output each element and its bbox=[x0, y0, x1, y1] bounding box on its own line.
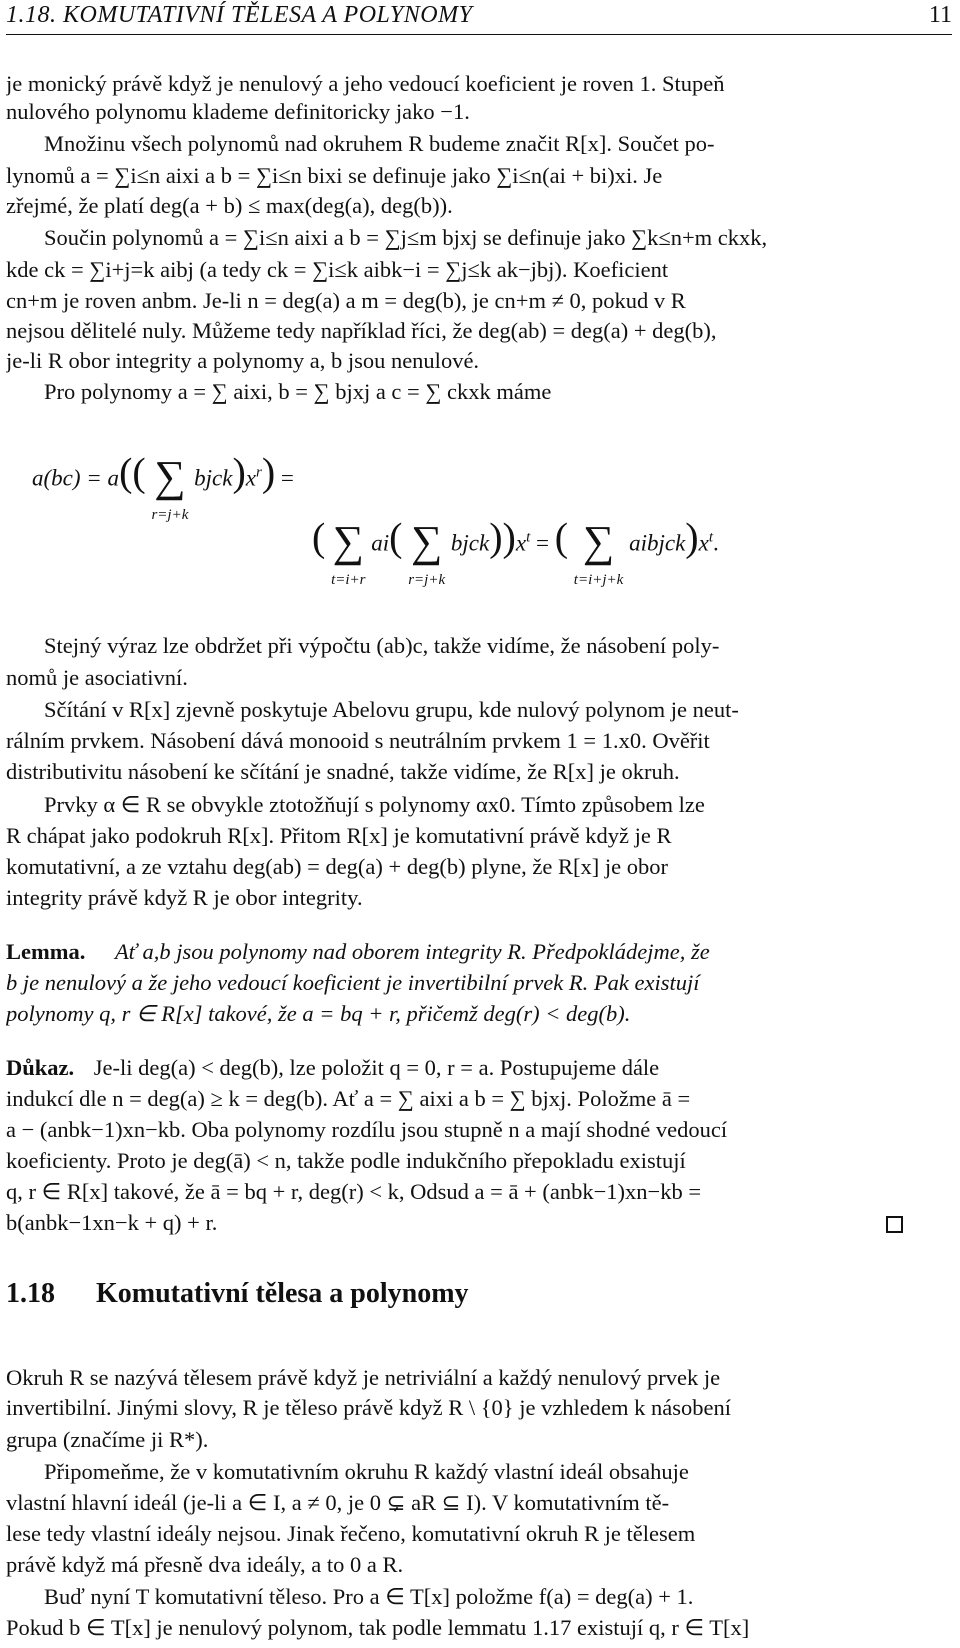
summation-index: r=j+k bbox=[151, 507, 189, 523]
lemma-text: Ať a,b jsou polynomy nad oborem integrity R. Předpokládejme, že bbox=[114, 939, 710, 964]
paren-open: ( bbox=[312, 514, 326, 560]
proof-line: indukcí dle n = deg(a) ≥ k = deg(b). Ať a = ∑ aixi a b = ∑ bjxj. Položme ā = bbox=[6, 1086, 691, 1111]
text-line: zřejmé, že platí deg(a + b) ≤ max(deg(a), deg(b)). bbox=[6, 193, 453, 218]
paren-open: (( bbox=[119, 449, 146, 495]
summation-block bbox=[151, 452, 189, 525]
section-heading bbox=[6, 1278, 469, 1310]
text-line: je-li R obor integrity a polynomy a, b jsou nenulové. bbox=[6, 348, 480, 373]
text-line: nejsou dělitelé nuly. Můžeme tedy například říci, že deg(ab) = deg(a) + deg(b), bbox=[6, 318, 717, 343]
text-line: Součin polynomů a = ∑i≤n aixi a b = ∑j≤m bjxj se definuje jako ∑k≤n+m ckxk, bbox=[44, 225, 768, 250]
running-title: 1.18. KOMUTATIVNÍ TĚLESA A POLYNOMY bbox=[6, 2, 473, 28]
lemma-label: Lemma. bbox=[6, 939, 86, 964]
proof-line bbox=[6, 1054, 952, 1082]
lemma-line: b je nenulový a že jeho vedoucí koeficient je invertibilní prvek R. Pak existují bbox=[6, 970, 700, 995]
proof-text: Je-li deg(a) < deg(b), lze položit q = 0, r = a. Postupujeme dále bbox=[93, 1055, 660, 1080]
summation-block bbox=[573, 517, 624, 590]
text-line: Buď nyní T komutativní těleso. Pro a ∈ T[x] položme f(a) = deg(a) + 1. bbox=[44, 1584, 694, 1609]
eq-exponent: t bbox=[708, 529, 713, 546]
eq-var: x bbox=[515, 530, 527, 556]
lemma-line: polynomy q, r ∈ R[x] takové, že a = bq + r, přičemž deg(r) < deg(b). bbox=[6, 1001, 631, 1026]
paren-close: ) bbox=[685, 514, 699, 560]
eq-exponent: r bbox=[255, 464, 262, 481]
text-line: Prvky α ∈ R se obvykle ztotožňují s polynomy αx0. Tímto způsobem lze bbox=[44, 792, 705, 817]
eq-period: . bbox=[713, 530, 719, 556]
text-line: invertibilní. Jinými slovy, R je těleso právě když R \ {0} je vzhledem k násobení bbox=[6, 1395, 732, 1420]
paren-open-inner: ( bbox=[389, 514, 403, 560]
proof-line: b(anbk−1xn−k + q) + r. bbox=[6, 1210, 218, 1235]
text-line: integrity právě když R je obor integrity. bbox=[6, 885, 363, 910]
eq-equals: = bbox=[280, 465, 294, 491]
paren-close: )) bbox=[489, 514, 516, 560]
summation-index: r=j+k bbox=[408, 572, 446, 588]
summation-block bbox=[408, 517, 446, 590]
eq-exponent: t bbox=[526, 529, 531, 546]
summation-symbol: ∑ bbox=[332, 517, 364, 566]
section-title: Komutativní tělesa a polynomy bbox=[96, 1278, 469, 1309]
summation-symbol: ∑ bbox=[582, 517, 615, 566]
proof-label: Důkaz. bbox=[6, 1055, 75, 1080]
summation-index: t=i+j+k bbox=[573, 572, 624, 588]
text-line: distributivitu násobení ke sčítání je snadné, takže vidíme, že R[x] je okruh. bbox=[6, 759, 680, 784]
eq-coefficient: ai bbox=[371, 530, 390, 556]
display-equation-line-1 bbox=[32, 445, 294, 523]
eq-equals: = bbox=[535, 530, 549, 556]
paren-close: ) bbox=[232, 449, 246, 495]
paren-open: ( bbox=[554, 514, 569, 560]
text-line: kde ck = ∑i+j=k aibj (a tedy ck = ∑i≤k aibk−i = ∑j≤k ak−jbj). Koeficient bbox=[6, 257, 669, 282]
text-line: lynomů a = ∑i≤n aixi a b = ∑i≤n bixi se definuje jako ∑i≤n(ai + bi)xi. Je bbox=[6, 163, 663, 188]
text-line: Pokud b ∈ T[x] je nenulový polynom, tak podle lemmatu 1.17 existují q, r ∈ T[x] bbox=[6, 1615, 750, 1640]
qed-square-icon bbox=[886, 1216, 903, 1233]
text-line: komutativní, a ze vztahu deg(ab) = deg(a) + deg(b) plyne, že R[x] je obor bbox=[6, 854, 669, 879]
text-line: právě když má přesně dva ideály, a to 0 a R. bbox=[6, 1552, 404, 1577]
section-number: 1.18 bbox=[6, 1278, 55, 1309]
text-line: lese tedy vlastní ideály nejsou. Jinak řečeno, komutativní okruh R je tělesem bbox=[6, 1521, 696, 1546]
text-line: rálním prvkem. Násobení dává monooid s neutrálním prvkem 1 = 1.x0. Ověřit bbox=[6, 728, 710, 753]
text-line: je monický právě když je nenulový a jeho vedoucí koeficient je roven 1. Stupeň bbox=[6, 71, 725, 96]
eq-term: aibjck bbox=[629, 530, 686, 556]
text-line: Okruh R se nazývá tělesem právě když je netriviální a každý nenulový prvek je bbox=[6, 1365, 721, 1390]
eq-var: x bbox=[245, 465, 256, 491]
text-line: vlastní hlavní ideál (je-li a ∈ I, a ≠ 0, je 0 ⊊ aR ⊆ I). V komutativním tě- bbox=[6, 1490, 670, 1515]
summation-index: t=i+r bbox=[331, 572, 366, 588]
running-header bbox=[6, 0, 952, 35]
text-line: grupa (značíme ji R*). bbox=[6, 1427, 209, 1452]
summation-block bbox=[331, 517, 366, 590]
text-line: Pro polynomy a = ∑ aixi, b = ∑ bjxj a c = ∑ ckxk máme bbox=[44, 379, 552, 404]
text-line: Stejný výraz lze obdržet při výpočtu (ab)c, takže vidíme, že násobení poly- bbox=[44, 633, 720, 658]
page-number: 11 bbox=[928, 2, 952, 28]
paren-close-outer: ) bbox=[261, 449, 276, 495]
summation-symbol: ∑ bbox=[410, 517, 443, 566]
text-line: cn+m je roven anbm. Je-li n = deg(a) a m = deg(b), je cn+m ≠ 0, pokud v R bbox=[6, 288, 686, 313]
text-line: Množinu všech polynomů nad okruhem R budeme značit R[x]. Součet po- bbox=[44, 131, 715, 156]
lemma-line bbox=[6, 938, 952, 966]
display-equation-line-2 bbox=[312, 510, 719, 588]
summation-symbol: ∑ bbox=[154, 452, 186, 501]
eq-term: bjck bbox=[450, 530, 490, 556]
eq-lhs: a(bc) = a bbox=[32, 465, 120, 491]
text-line: nulového polynomu klademe definitoricky jako −1. bbox=[6, 99, 470, 124]
eq-var: x bbox=[698, 530, 709, 556]
proof-line: a − (anbk−1)xn−kb. Oba polynomy rozdílu jsou stupně n a mají shodné vedoucí bbox=[6, 1117, 728, 1142]
text-line: Sčítání v R[x] zjevně poskytuje Abelovu grupu, kde nulový polynom je neut- bbox=[44, 697, 739, 722]
text-line: R chápat jako podokruh R[x]. Přitom R[x] je komutativní právě když je R bbox=[6, 823, 672, 848]
proof-line: q, r ∈ R[x] takové, že ā = bq + r, deg(r) < k, Odsud a = ā + (anbk−1)xn−kb = bbox=[6, 1179, 702, 1204]
text-line: Připomeňme, že v komutativním okruhu R každý vlastní ideál obsahuje bbox=[44, 1459, 689, 1484]
eq-term: bjck bbox=[194, 465, 233, 491]
text-line: nomů je asociativní. bbox=[6, 665, 188, 690]
proof-line: koeficienty. Proto je deg(ā) < n, takže podle indukčního přepokladu existují bbox=[6, 1148, 686, 1173]
